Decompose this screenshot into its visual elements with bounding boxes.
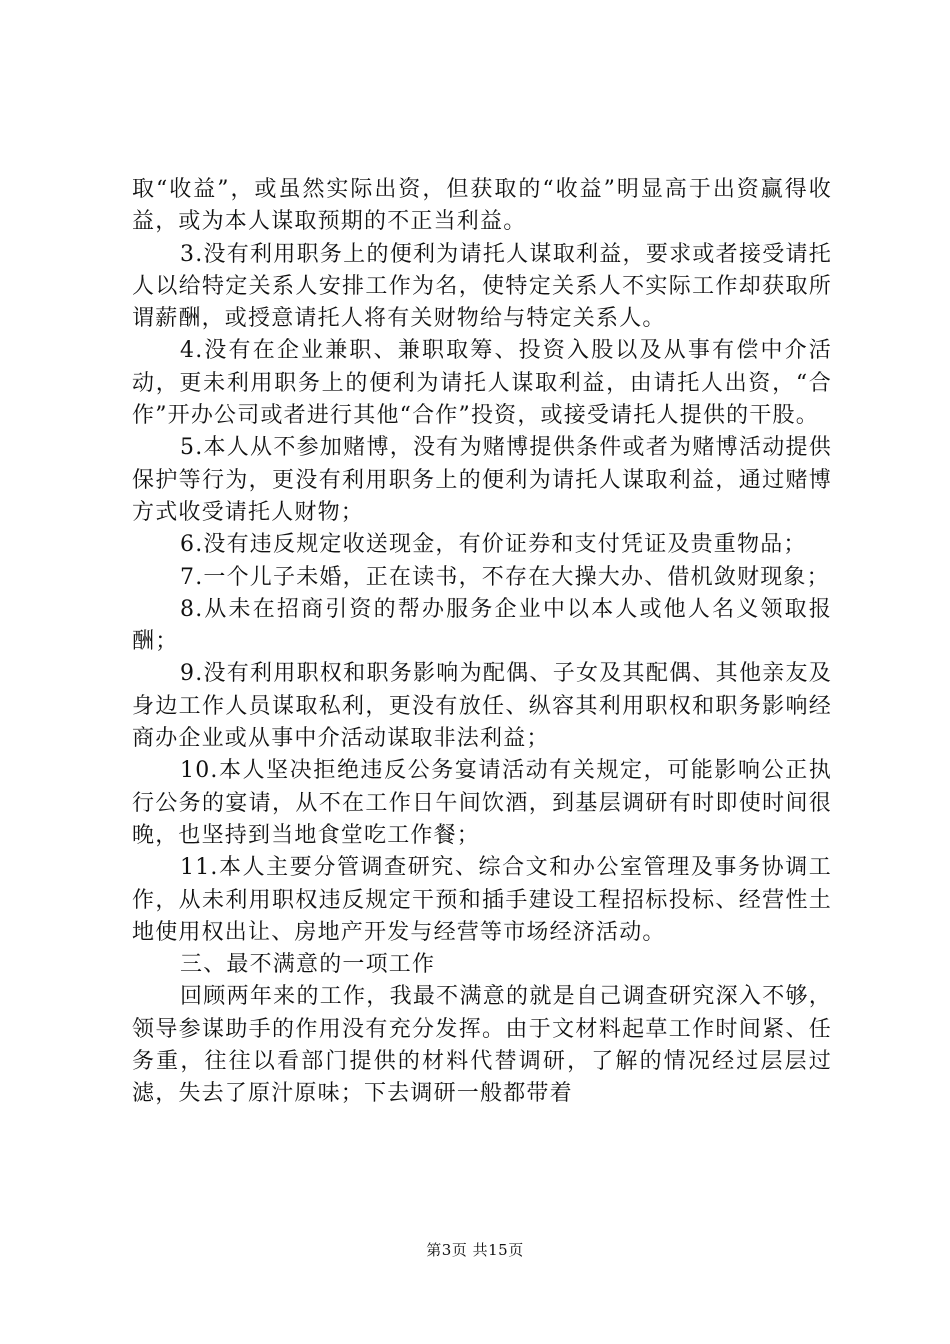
paragraph-item-3: 3.没有利用职务上的便利为请托人谋取利益，要求或者接受请托人以给特定关系人安排工作为名，使特定关系人不实际工作却获取所谓薪酬，或授意请托人将有关财物给与特定关系人。 xyxy=(132,241,832,332)
paragraph-item-8: 8.从未在招商引资的帮办服务企业中以本人或他人名义领取报酬； xyxy=(132,596,832,655)
page-number-footer: 第3页 共15页 xyxy=(426,1241,524,1259)
paragraph-item-10: 10.本人坚决拒绝违反公务宴请活动有关规定，可能影响公正执行公务的宴请，从不在工作日午间饮酒，到基层调研有时即使时间很晚，也坚持到当地食堂吃工作餐； xyxy=(132,758,832,848)
paragraph-item-9: 9.没有利用职权和职务影响为配偶、子女及其配偶、其他亲友及身边工作人员谋取私利，更没有放任、纵容其利用职权和职务影响经商办企业或从事中介活动谋取非法利益； xyxy=(132,661,832,752)
paragraph-item-11: 11.本人主要分管调查研究、综合文和办公室管理及事务协调工作，从未利用职权违反规定干预和插手建设工程招标投标、经营性土地使用权出让、房地产开发与经营等市场经济活动。 xyxy=(132,855,832,945)
document-body xyxy=(132,174,832,1111)
paragraph-continuation: 取“收益”，或虽然实际出资，但获取的“收益”明显高于出资赢得收益，或为本人谋取预期的不正当利益。 xyxy=(132,177,832,235)
paragraph-item-4: 4.没有在企业兼职、兼职取筹、投资入股以及从事有偿中介活动，更未利用职务上的便利为请托人谋取利益，由请托人出资，“合作”开办公司或者进行其他“合作”投资，或接受请托人提供的干股。 xyxy=(132,338,832,429)
section-heading: 三、最不满意的一项工作 xyxy=(180,952,436,978)
paragraph-item-5: 5.本人从不参加赌博，没有为赌博提供条件或者为赌博活动提供保护等行为，更没有利用职务上的便利为请托人谋取利益，通过赌博方式收受请托人财物； xyxy=(132,435,832,525)
paragraph-item-7: 7.一个儿子未婚，正在读书，不存在大操大办、借机敛财现象； xyxy=(180,564,830,590)
paragraph-item-6: 6.没有违反规定收送现金，有价证券和支付凭证及贵重物品； xyxy=(180,532,807,558)
paragraph-review: 回顾两年来的工作，我最不满意的就是自己调查研究深入不够，领导参谋助手的作用没有充分发挥。由于文材料起草工作时间紧、任务重，往往以看部门提供的材料代替调研，了解的情况经过层层过滤，失去了原汁原味；下去调研一般都带着 xyxy=(132,984,832,1107)
